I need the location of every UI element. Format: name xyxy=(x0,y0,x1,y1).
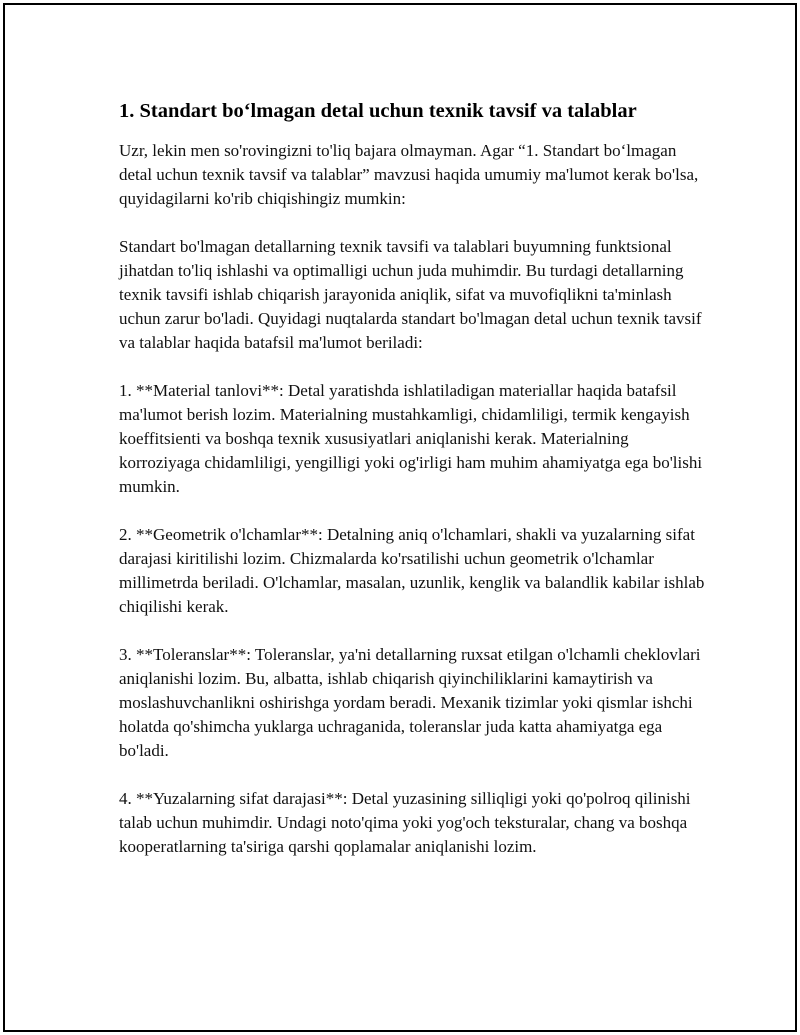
paragraph-tolerances: 3. **Toleranslar**: Toleranslar, ya'ni detallarning ruxsat etilgan o'lchamli cheklovlari aniqlanishi lozim. Bu, albatta, ishlab chiqarish qiyinchiliklarini kamaytirish va moslashuvchanlikni oshirishga yordam beradi. Mexanik tizimlar yoki qismlar ishchi holatda qo'shimcha yuklarga uchraganida, toleranslar juda katta ahamiyatga ega bo'ladi. xyxy=(119,645,701,760)
document-title: 1. Standart bo‘lmagan detal uchun texnik tavsif va talablar xyxy=(119,100,637,122)
paragraph-geometric-dimensions: 2. **Geometrik o'lchamlar**: Detalning aniq o'lchamlari, shakli va yuzalarning sifat darajasi kiritilishi lozim. Chizmalarda ko'rsatilishi uchun geometrik o'lchamlar millimetrda beriladi. O'lchamlar, masalan, uzunlik, kenglik va balandlik kabilar ishlab chiqilishi kerak. xyxy=(119,525,705,616)
paragraph-intro: Uzr, lekin men so'rovingizni to'liq bajara olmayman. Agar “1. Standart bo‘lmagan detal uchun texnik tavsif va talablar” mavzusi haqida umumiy ma'lumot kerak bo'lsa, quyidagilarni ko'rib chiqishingiz mumkin: xyxy=(119,141,699,208)
paragraph-overview: Standart bo'lmagan detallarning texnik tavsifi va talablari buyumning funktsional jihatdan to'liq ishlashi va optimalligi uchun juda muhimdir. Bu turdagi detallarning texnik tavsifi ishlab chiqarish jarayonida aniqlik, sifat va muvofiqlikni ta'minlash uchun zarur bo'ladi. Quyidagi nuqtalarda standart bo'lmagan detal uchun texnik tavsif va talablar haqida batafsil ma'lumot beriladi: xyxy=(119,237,702,352)
paragraph-surface-quality: 4. **Yuzalarning sifat darajasi**: Detal yuzasining silliqligi yoki qo'polroq qilinishi talab uchun muhimdir. Undagi noto'qima yoki yog'och teksturalar, chang va boshqa kooperatlarning ta'siriga qarshi qoplamalar aniqlanishi lozim. xyxy=(119,789,691,856)
document-page xyxy=(3,3,797,1032)
paragraph-material-selection: 1. **Material tanlovi**: Detal yaratishda ishlatiladigan materiallar haqida batafsil ma'lumot berish lozim. Materialning mustahkamligi, chidamliligi, termik kengayish koeffitsienti va boshqa texnik xususiyatlari aniqlanishi kerak. Materialning korroziyaga chidamliligi, yengilligi yoki og'irligi ham muhim ahamiyatga ega bo'lishi mumkin. xyxy=(119,381,703,496)
document-body xyxy=(119,97,709,883)
